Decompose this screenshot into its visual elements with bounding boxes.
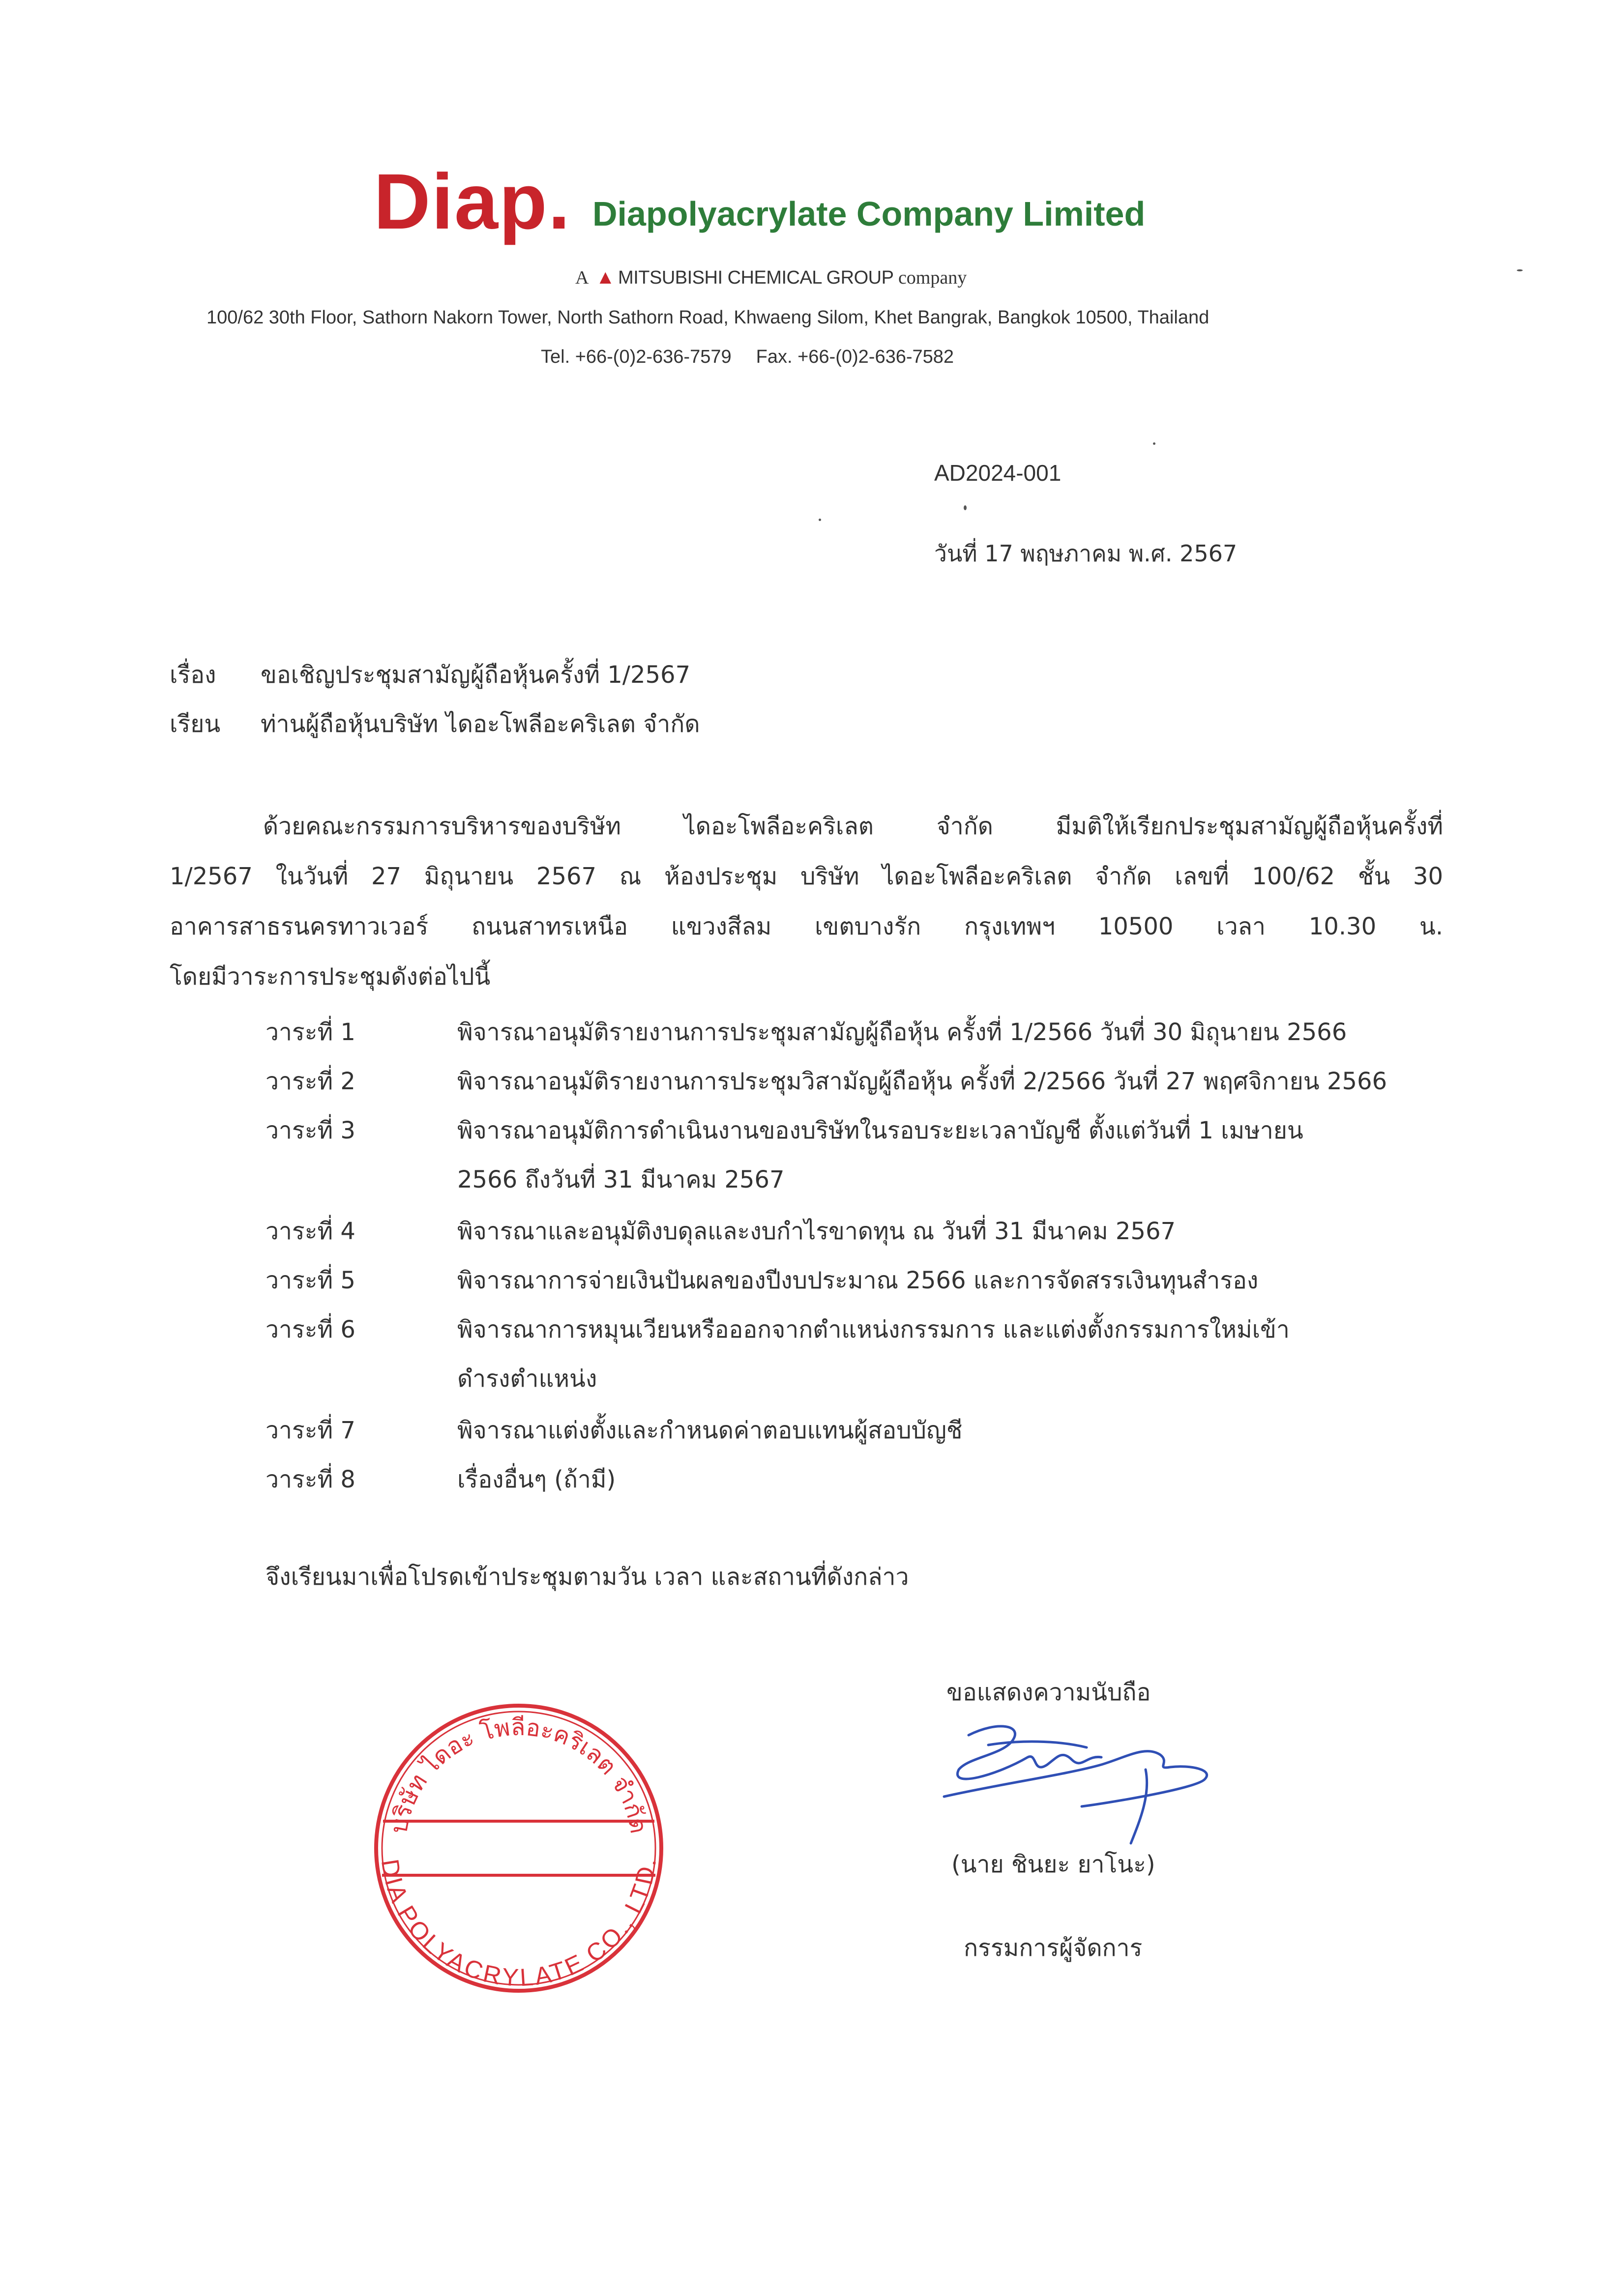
company-name: Diapolyacrylate Company Limited — [592, 195, 1146, 233]
agenda-number: วาระที่ 6 — [266, 1316, 355, 1343]
group-affiliation — [575, 265, 967, 289]
agenda-text: พิจารณาอนุมัติการดำเนินงานของบริษัทในรอบระยะเวลาบัญชี ตั้งแต่วันที่ 1 เมษายน — [457, 1117, 1303, 1144]
group-mark: MITSUBISHI CHEMICAL GROUP — [618, 267, 894, 288]
body-line-3: อาคารสาธรนครทาวเวอร์ ถนนสาทรเหนือ แขวงสีลม เขตบางรัก กรุงเทพฯ 10500 เวลา 10.30 น. — [170, 913, 1443, 940]
agenda-text: ดำรงตำแหน่ง — [457, 1365, 597, 1393]
agenda-text: พิจารณาอนุมัติรายงานการประชุมวิสามัญผู้ถือหุ้น ครั้งที่ 2/2566 วันที่ 27 พฤศจิกายน 2566 — [457, 1068, 1388, 1095]
reference-number: AD2024-001 — [934, 460, 1062, 486]
agenda-text: พิจารณาอนุมัติรายงานการประชุมสามัญผู้ถือหุ้น ครั้งที่ 1/2566 วันที่ 30 มิถุนายน 2566 — [457, 1018, 1347, 1046]
body-line-1: ด้วยคณะกรรมการบริหารของบริษัท ไดอะโพลีอะคริเลต จำกัด มีมติให้เรียกประชุมสามัญผู้ถือหุ้นครั้งที่ — [263, 813, 1443, 840]
agenda-text: เรื่องอื่นๆ (ถ้ามี) — [457, 1466, 616, 1493]
company-address: 100/62 30th Floor, Sathorn Nakorn Tower, North Sathorn Road, Khwaeng Silom, Khet Bangrak, Bangkok 10500, Thailand — [207, 307, 1210, 328]
body-line-4: โดยมีวาระการประชุมดังต่อไปนี้ — [170, 963, 491, 990]
agenda-number: วาระที่ 2 — [266, 1068, 355, 1095]
subject-text: ขอเชิญประชุมสามัญผู้ถือหุ้นครั้งที่ 1/2567 — [261, 661, 691, 689]
agenda-text: พิจารณาแต่งตั้งและกำหนดค่าตอบแทนผู้สอบบัญชี — [457, 1417, 963, 1444]
telephone: Tel. +66-(0)2-636-7579 — [541, 347, 732, 367]
body-paragraph — [170, 801, 1443, 1002]
scan-speck — [1517, 269, 1523, 271]
company-logo: Diap. — [374, 157, 571, 245]
body-line-2: 1/2567 ในวันที่ 27 มิถุนายน 2567 ณ ห้องประชุม บริษัท ไดอะโพลีอะคริเลต จำกัด เลขที่ 100/62 ชั้น 30 — [170, 863, 1443, 890]
letter-date: วันที่ 17 พฤษภาคม พ.ศ. 2567 — [934, 540, 1238, 567]
agenda-number: วาระที่ 8 — [266, 1466, 355, 1493]
agenda-number: วาระที่ 1 — [266, 1018, 355, 1046]
agenda-number: วาระที่ 4 — [266, 1218, 355, 1245]
signatory-name: (นาย ชินยะ ยาโนะ) — [951, 1851, 1155, 1878]
agenda-text: พิจารณาการหมุนเวียนหรือออกจากตำแหน่งกรรมการ และแต่งตั้งกรรมการใหม่เข้า — [457, 1316, 1290, 1343]
group-prefix: A — [575, 267, 589, 288]
scan-speck — [964, 505, 967, 510]
seal-english-text: DIA POLYACRYLATE CO., LTD. — [376, 1857, 662, 1992]
seal-thai-text: บริษัท ไดอะ โพลีอะคริเลต จำกัด — [384, 1713, 653, 1836]
agenda-text: 2566 ถึงวันที่ 31 มีนาคม 2567 — [457, 1166, 785, 1193]
fax: Fax. +66-(0)2-636-7582 — [756, 347, 954, 367]
scan-speck — [819, 519, 821, 521]
agenda-text: พิจารณาการจ่ายเงินปันผลของปีงบประมาณ 2566 และการจัดสรรเงินทุนสำรอง — [457, 1267, 1259, 1294]
handwritten-signature — [939, 1711, 1244, 1858]
agenda-text: พิจารณาและอนุมัติงบดุลและงบกำไรขาดทุน ณ วันที่ 31 มีนาคม 2567 — [457, 1218, 1176, 1245]
agenda-number: วาระที่ 7 — [266, 1417, 355, 1444]
agenda-number: วาระที่ 3 — [266, 1117, 355, 1144]
recipient-line — [170, 705, 700, 743]
recipient-label: เรียน — [170, 710, 221, 738]
company-seal — [366, 1696, 671, 2001]
mitsubishi-diamonds-icon: ▲ — [595, 266, 616, 288]
agenda-number: วาระที่ 5 — [266, 1267, 355, 1294]
subject-line — [170, 656, 690, 694]
regards-line: ขอแสดงความนับถือ — [946, 1679, 1151, 1706]
recipient-text: ท่านผู้ถือหุ้นบริษัท ไดอะโพลีอะคริเลต จำกัด — [261, 710, 700, 738]
scan-speck — [1153, 442, 1155, 445]
subject-label: เรื่อง — [170, 661, 216, 689]
signatory-title: กรรมการผู้จัดการ — [964, 1934, 1143, 1962]
closing-sentence: จึงเรียนมาเพื่อโปรดเข้าประชุมตามวัน เวลา และสถานที่ดังกล่าว — [266, 1563, 909, 1591]
contact-line — [541, 347, 954, 368]
group-suffix: company — [898, 267, 967, 288]
